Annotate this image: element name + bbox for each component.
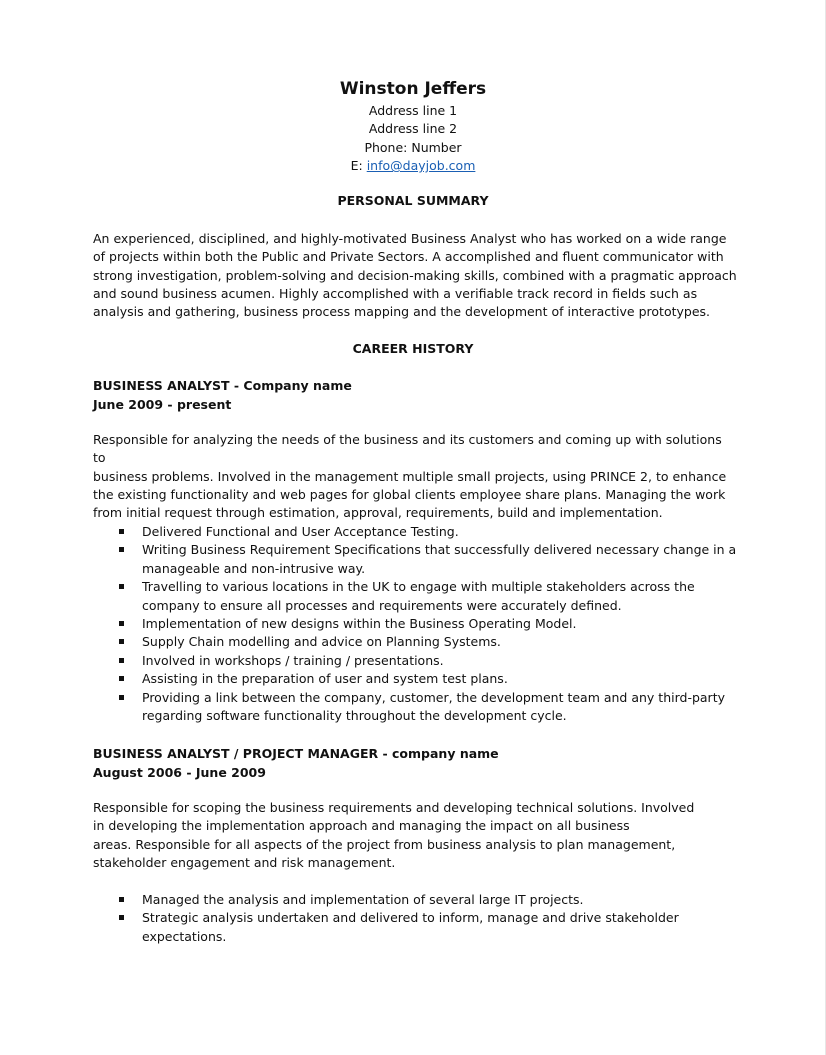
square-bullet-icon xyxy=(119,897,124,902)
job-description-line: areas. Responsible for all aspects of the project from business analysis to plan management, xyxy=(93,836,676,852)
job-description-line: from initial request through estimation, approval, requirements, build and implementation. xyxy=(93,505,663,521)
job-1-description xyxy=(93,431,738,522)
job-description-line: the existing functionality and web pages for global clients employee share plans. Managing the work xyxy=(93,486,726,502)
square-bullet-icon xyxy=(119,658,124,663)
summary-line: An experienced, disciplined, and highly-motivated Business Analyst who has worked on a wide range xyxy=(93,231,727,246)
bullet-item xyxy=(93,689,738,726)
job-title: BUSINESS ANALYST - Company name xyxy=(93,378,352,393)
square-bullet-icon xyxy=(119,547,124,552)
square-bullet-icon xyxy=(119,529,124,534)
bullet-item xyxy=(93,541,738,578)
summary-line: of projects within both the Public and Private Sectors. A accomplished and fluent communicator with xyxy=(93,249,724,265)
bullet-line: Strategic analysis undertaken and delivered to inform, manage and drive stakeholder xyxy=(142,910,679,926)
bullet-line: Delivered Functional and User Acceptance Testing. xyxy=(142,524,459,539)
summary-line: and sound business acumen. Highly accomplished with a verifiable track record in fields such as xyxy=(93,285,698,301)
job-description-line: Responsible for analyzing the needs of the business and its customers and coming up with solutions to xyxy=(93,432,722,466)
job-title: BUSINESS ANALYST / PROJECT MANAGER - company name xyxy=(93,746,499,761)
bullet-line: expectations. xyxy=(142,928,227,944)
bullet-item xyxy=(93,909,738,946)
job-1-bullets xyxy=(93,523,738,725)
bullet-line: Involved in workshops / training / presentations. xyxy=(142,652,444,668)
job-description-line: business problems. Involved in the management multiple small projects, using PRINCE 2, to enhance xyxy=(93,468,727,484)
square-bullet-icon xyxy=(119,915,124,920)
square-bullet-icon xyxy=(119,695,124,700)
bullet-item xyxy=(93,578,738,615)
bullet-line: company to ensure all processes and requirements were accurately defined. xyxy=(142,597,622,613)
job-description-line: Responsible for scoping the business requirements and developing technical solutions. Involved xyxy=(93,800,695,815)
bullet-line: Providing a link between the company, customer, the development team and any third-party xyxy=(142,689,725,705)
resume-header xyxy=(0,76,826,176)
bullet-line: Assisting in the preparation of user and system test plans. xyxy=(142,671,508,687)
square-bullet-icon xyxy=(119,621,124,626)
bullet-line: Managed the analysis and implementation of several large IT projects. xyxy=(142,892,584,907)
personal-summary-heading: PERSONAL SUMMARY xyxy=(337,193,489,208)
bullet-line: manageable and non-intrusive way. xyxy=(142,560,366,576)
email-label: E: xyxy=(350,158,367,174)
bullet-item xyxy=(93,670,738,688)
email-link[interactable]: info@dayjob.com xyxy=(366,158,476,174)
phone-line: Phone: Number xyxy=(364,139,462,155)
summary-line: strong investigation, problem-solving and decision-making skills, combined with a pragmatic approach xyxy=(93,267,737,283)
job-2-header xyxy=(93,744,738,782)
candidate-name: Winston Jeffers xyxy=(339,79,487,99)
job-2-description xyxy=(93,799,738,872)
square-bullet-icon xyxy=(119,639,124,644)
address-line-2: Address line 2 xyxy=(368,121,458,137)
bullet-list xyxy=(93,891,738,946)
bullet-item xyxy=(93,633,738,651)
bullet-line: Implementation of new designs within the Business Operating Model. xyxy=(142,616,577,632)
bullet-line: regarding software functionality throughout the development cycle. xyxy=(142,708,567,724)
bullet-line: Writing Business Requirement Specifications that successfully delivered necessary change in a xyxy=(142,542,737,558)
summary-line: analysis and gathering, business process mapping and the development of interactive prototypes. xyxy=(93,304,710,320)
bullet-item xyxy=(93,891,738,909)
personal-summary-text xyxy=(93,230,738,321)
square-bullet-icon xyxy=(119,584,124,589)
email-line xyxy=(0,157,826,175)
bullet-item xyxy=(93,652,738,670)
job-2-bullets xyxy=(93,891,738,946)
bullet-item xyxy=(93,615,738,633)
job-description-line: in developing the implementation approach and managing the impact on all business xyxy=(93,818,630,834)
career-history-heading: CAREER HISTORY xyxy=(352,341,474,356)
job-dates: June 2009 - present xyxy=(93,397,232,412)
job-1-header xyxy=(93,376,738,414)
bullet-line: Supply Chain modelling and advice on Planning Systems. xyxy=(142,634,501,650)
address-line-1: Address line 1 xyxy=(368,103,458,118)
bullet-list xyxy=(93,523,738,725)
job-dates: August 2006 - June 2009 xyxy=(93,765,266,780)
bullet-item xyxy=(93,523,738,541)
bullet-line: Travelling to various locations in the UK to engage with multiple stakeholders across the xyxy=(142,579,695,595)
job-description-line: stakeholder engagement and risk management. xyxy=(93,854,396,870)
square-bullet-icon xyxy=(119,676,124,681)
